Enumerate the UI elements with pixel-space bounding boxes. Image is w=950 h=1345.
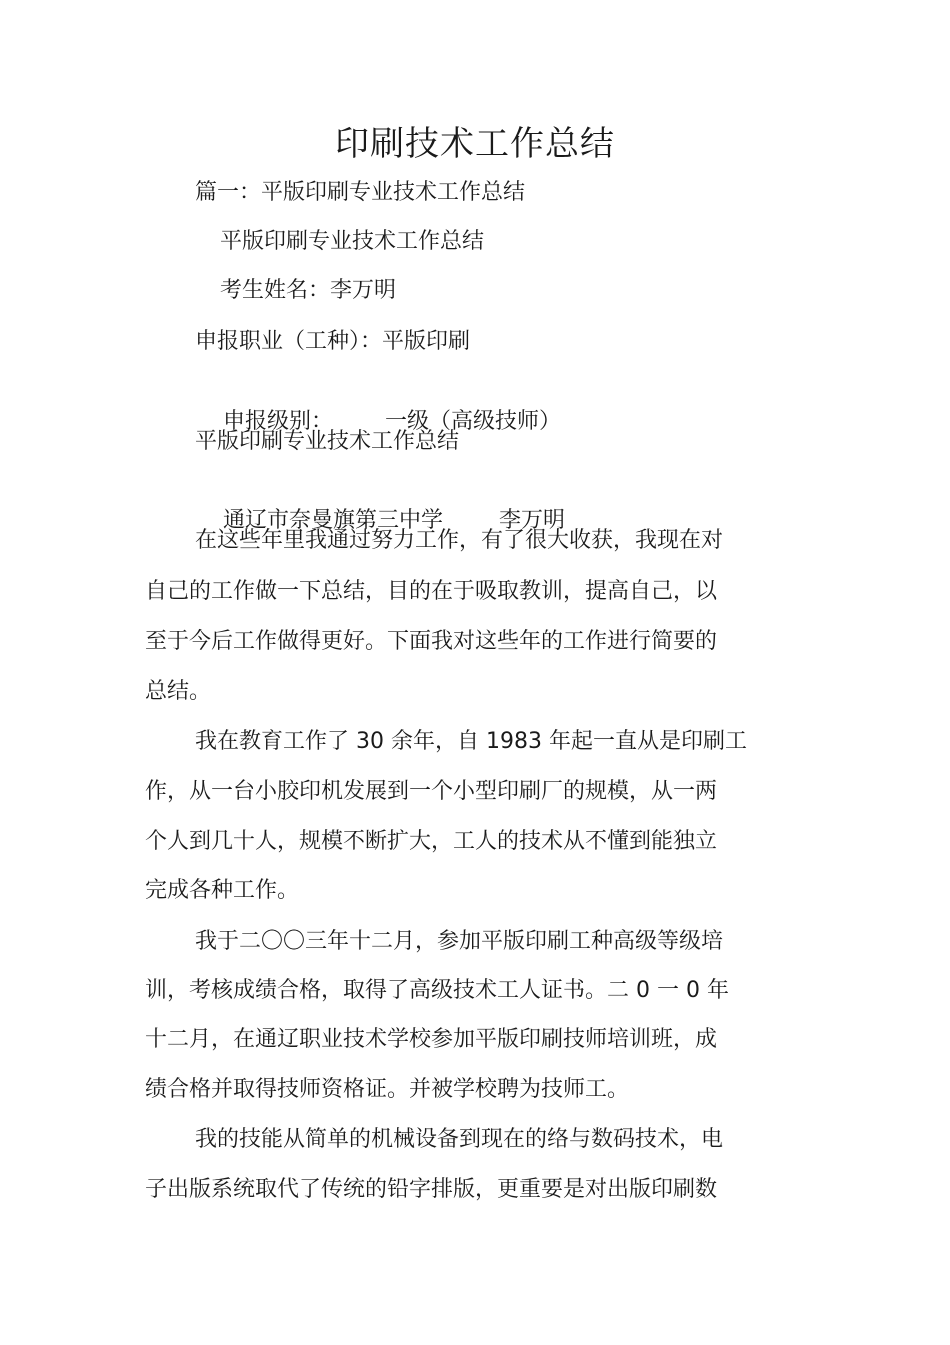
subtitle-repeat: 平版印刷专业技术工作总结 [195, 429, 460, 454]
paragraph-line: 我于二〇〇三年十二月，参加平版印刷工种高级等级培 [195, 929, 724, 954]
paragraph-line: 子出版系统取代了传统的铅字排版，更重要是对出版印刷数 [145, 1177, 718, 1202]
paragraph-line: 总结。 [145, 679, 212, 704]
level-label: 申报级别： [222, 409, 333, 434]
candidate-name: 考生姓名：李万明 [220, 278, 397, 303]
paragraph-line: 训，考核成绩合格，取得了高级技术工人证书。二 0 一 0 年 [145, 978, 729, 1003]
document-title: 印刷技术工作总结 [335, 124, 615, 164]
occupation: 申报职业（工种）：平版印刷 [195, 329, 471, 354]
paragraph-line: 自己的工作做一下总结，目的在于吸取教训，提高自己，以 [145, 579, 718, 604]
level-value: 一级（高级技师） [385, 409, 562, 434]
paragraph-line: 作，从一台小胶印机发展到一个小型印刷厂的规模，从一两 [145, 779, 718, 804]
section-heading: 篇一：平版印刷专业技术工作总结 [195, 180, 526, 205]
paragraph-line: 我在教育工作了 30 余年，自 1983 年起一直从是印刷工 [195, 729, 747, 754]
paragraph-line: 我的技能从简单的机械设备到现在的络与数码技术，电 [195, 1127, 724, 1152]
subtitle: 平版印刷专业技术工作总结 [220, 229, 485, 254]
author: 李万明 [499, 508, 566, 533]
school: 通辽市奈曼旗第三中学 [222, 508, 443, 533]
paragraph-line: 绩合格并取得技师资格证。并被学校聘为技师工。 [145, 1077, 630, 1102]
paragraph-line: 十二月，在通辽职业技术学校参加平版印刷技师培训班，成 [145, 1027, 718, 1052]
paragraph-line: 个人到几十人，规模不断扩大，工人的技术从不懂到能独立 [145, 829, 718, 854]
paragraph-line: 完成各种工作。 [145, 878, 300, 903]
paragraph-line: 至于今后工作做得更好。下面我对这些年的工作进行简要的 [145, 629, 718, 654]
paragraph-line: 在这些年里我通过努力工作，有了很大收获，我现在对 [195, 528, 724, 553]
